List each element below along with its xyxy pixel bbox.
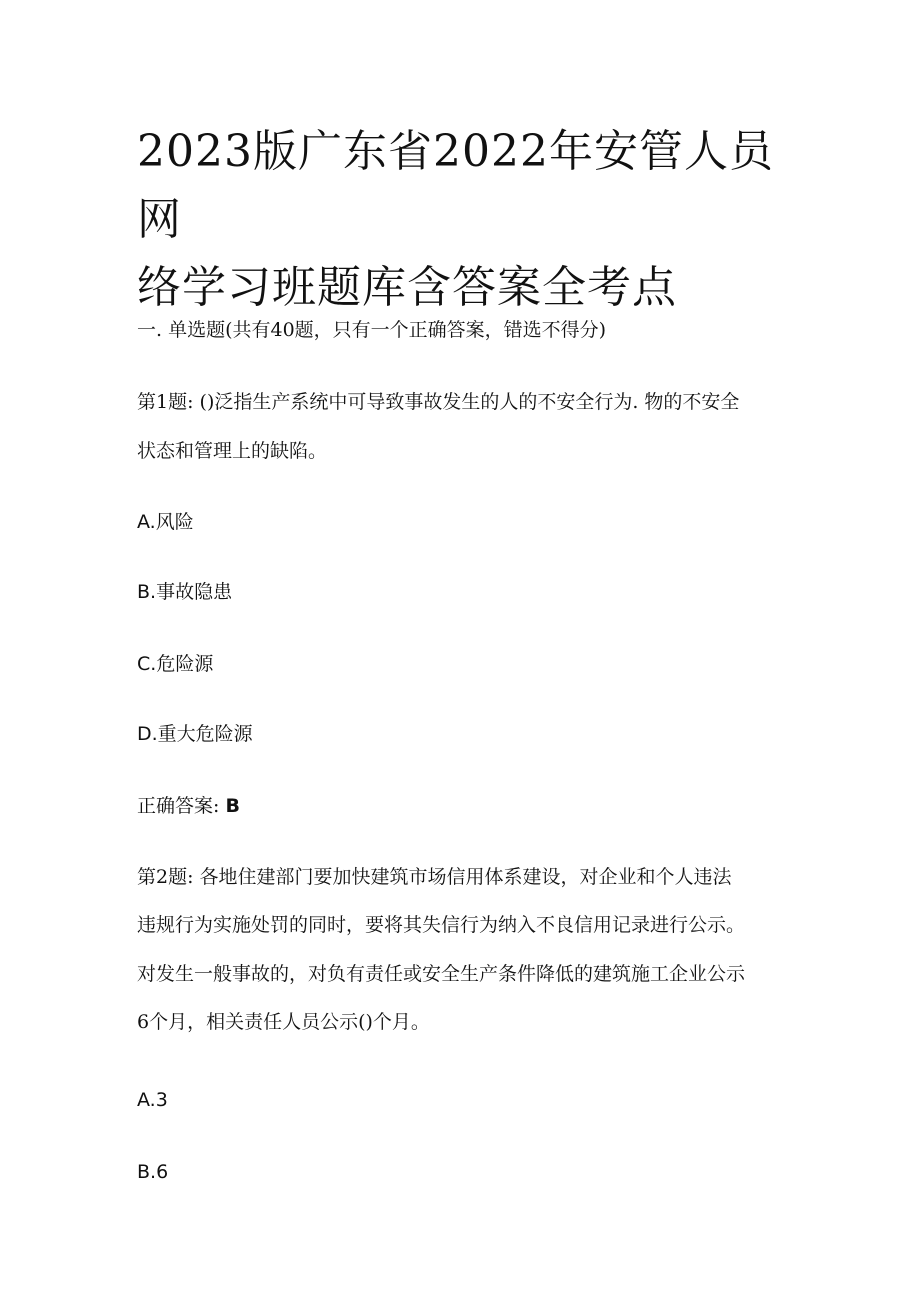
option-letter: D. xyxy=(137,723,158,745)
question-2-option-b xyxy=(137,1160,168,1184)
option-text: 重大危险源 xyxy=(157,723,253,745)
question-1-option-c xyxy=(137,652,213,676)
question-1-answer xyxy=(137,794,240,818)
option-letter: B. xyxy=(137,1161,157,1183)
question-2-text-line-2: 违规行为实施处罚的同时，要将其失信行为纳入不良信用记录进行公示。 xyxy=(137,914,746,936)
question-2-option-a xyxy=(137,1088,168,1112)
title-line-2: 络学习班题库含答案全考点 xyxy=(137,262,677,313)
section-header: 一. 单选题(共有40题，只有一个正确答案，错选不得分) xyxy=(137,319,607,341)
option-text: 危险源 xyxy=(156,653,214,675)
option-text: 事故隐患 xyxy=(156,581,233,603)
option-text: 6 xyxy=(156,1161,169,1183)
question-1-option-a xyxy=(137,510,194,534)
option-text: 风险 xyxy=(155,511,194,533)
title-line-1: 2023版广东省2022年安管人员网 xyxy=(137,126,774,245)
answer-value: B xyxy=(225,795,240,817)
option-letter: A. xyxy=(137,1089,156,1111)
option-text: 3 xyxy=(155,1089,168,1111)
question-2-text-line-1: 第2题: 各地住建部门要加快建筑市场信用体系建设，对企业和个人违法 xyxy=(137,866,732,888)
answer-label: 正确答案: xyxy=(137,795,226,817)
option-letter: C. xyxy=(137,653,157,675)
question-1-text-line-2: 状态和管理上的缺陷。 xyxy=(137,440,328,462)
question-1-option-b xyxy=(137,580,232,604)
question-1-option-d xyxy=(137,722,253,746)
question-1-text-line-1: 第1题: ()泛指生产系统中可导致事故发生的人的不安全行为. 物的不安全 xyxy=(137,391,740,413)
question-2-text-line-4: 6个月，相关责任人员公示()个月。 xyxy=(137,1011,430,1033)
option-letter: A. xyxy=(137,511,156,533)
document-title xyxy=(137,118,797,322)
option-letter: B. xyxy=(137,581,157,603)
question-2-text-line-3: 对发生一般事故的，对负有责任或安全生产条件降低的建筑施工企业公示 xyxy=(137,963,746,985)
